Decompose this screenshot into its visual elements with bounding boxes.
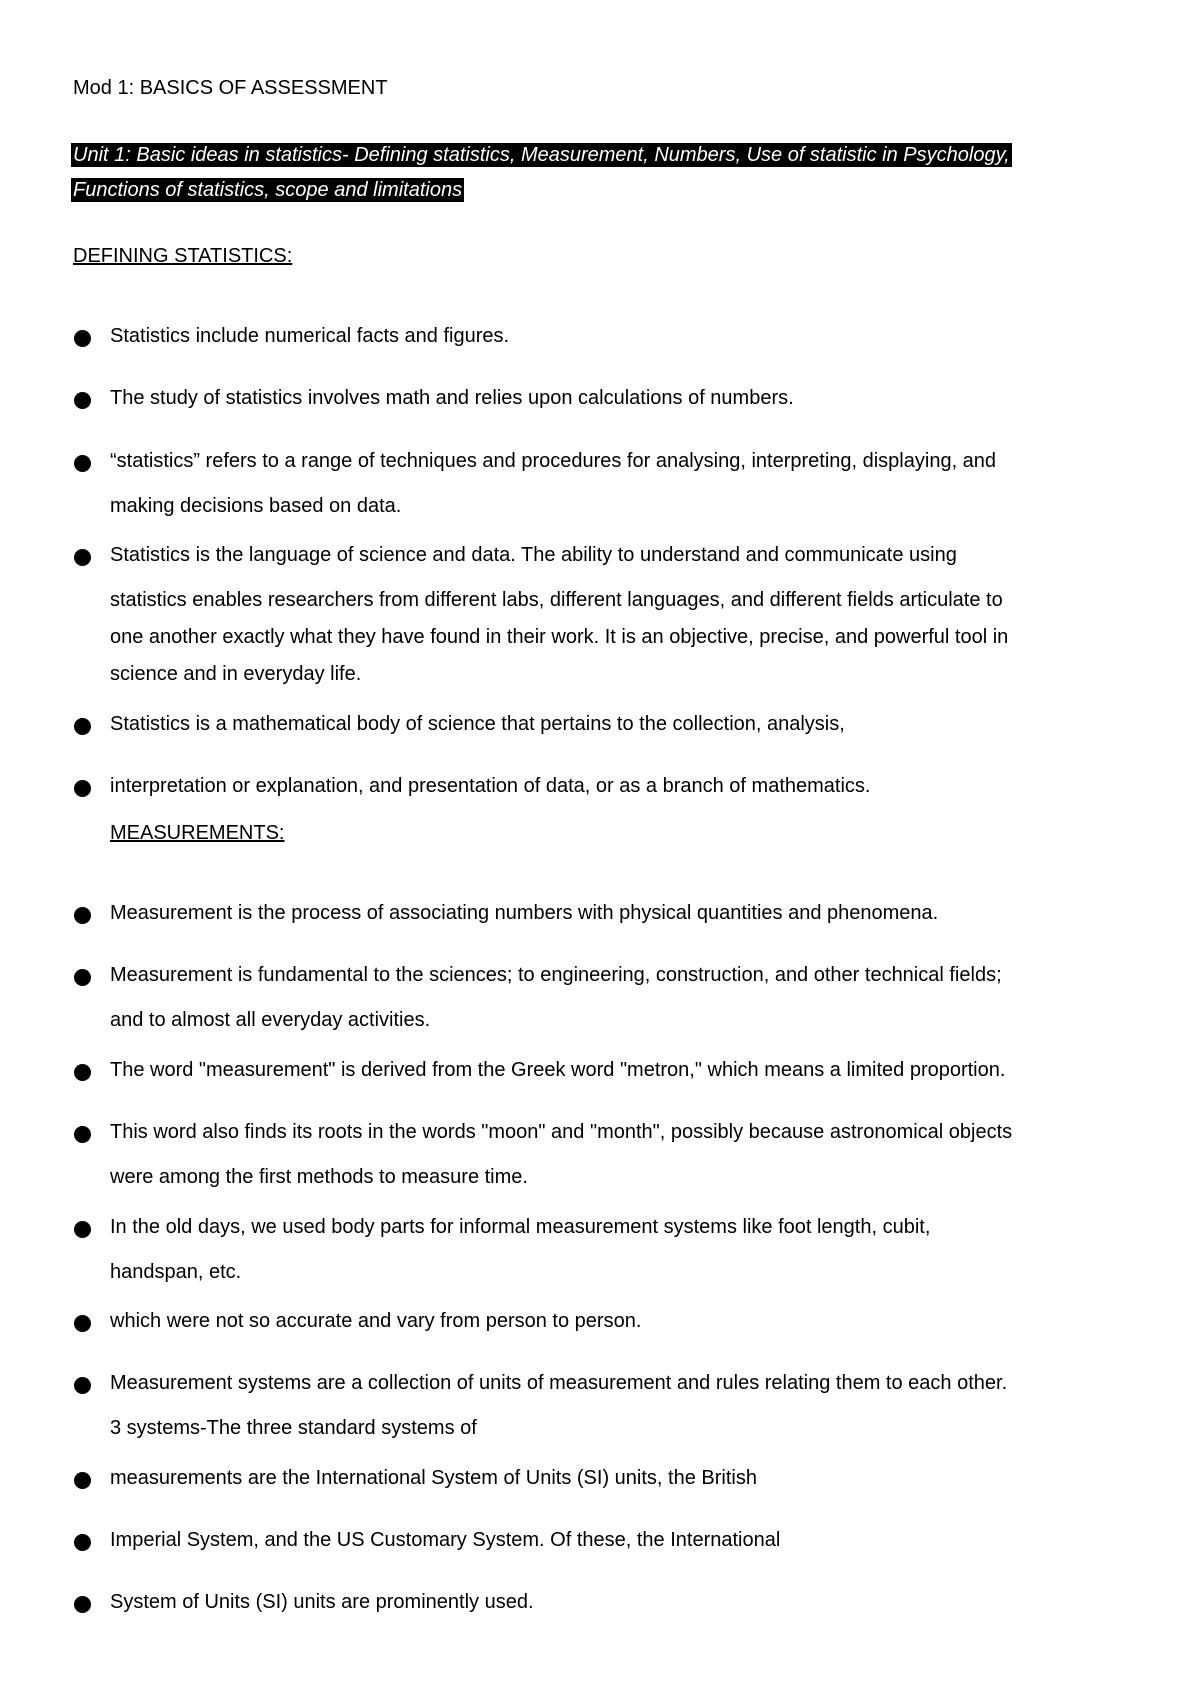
unit-highlight-line-1: Unit 1: Basic ideas in statistics- Defining statistics, Measurement, Numbers, Use of statistic in Psychology, (73, 144, 1010, 166)
list-item: measurements are the International System of Units (SI) units, the British (110, 1467, 757, 1489)
bullet-icon (74, 1472, 91, 1489)
list-item: Statistics include numerical facts and figures. (110, 325, 510, 347)
list-item-continuation: making decisions based on data. (110, 495, 402, 517)
list-item-continuation: science and in everyday life. (110, 663, 362, 685)
bullet-icon (74, 780, 91, 797)
bullet-icon (74, 330, 91, 347)
list-item: which were not so accurate and vary from person to person. (110, 1310, 642, 1332)
list-item: This word also finds its roots in the words "moon" and "month", possibly because astronomical objects (110, 1121, 1013, 1143)
bullet-icon (74, 969, 91, 986)
list-item: interpretation or explanation, and presentation of data, or as a branch of mathematics. (110, 775, 871, 797)
list-item: In the old days, we used body parts for informal measurement systems like foot length, cubit, (110, 1216, 931, 1238)
list-item-continuation: one another exactly what they have found in their work. It is an objective, precise, and powerful tool in (110, 626, 1009, 648)
list-item-continuation: statistics enables researchers from different labs, different languages, and different fields articulate to (110, 589, 1003, 611)
list-item: System of Units (SI) units are prominently used. (110, 1591, 534, 1613)
bullet-icon (74, 1377, 91, 1394)
list-item-continuation: and to almost all everyday activities. (110, 1009, 431, 1031)
bullet-icon (74, 1315, 91, 1332)
section-heading-measurements: MEASUREMENTS: (110, 822, 285, 844)
list-item: Statistics is a mathematical body of science that pertains to the collection, analysis, (110, 713, 845, 735)
bullet-icon (74, 455, 91, 472)
bullet-icon (74, 718, 91, 735)
list-item: “statistics” refers to a range of techniques and procedures for analysing, interpreting, displaying, and (110, 450, 997, 472)
list-item-continuation: were among the first methods to measure time. (110, 1166, 528, 1188)
list-item-continuation: 3 systems-The three standard systems of (110, 1417, 477, 1439)
bullet-icon (74, 392, 91, 409)
bullet-icon (74, 549, 91, 566)
unit-highlight-line-2: Functions of statistics, scope and limitations (73, 179, 463, 201)
bullet-icon (74, 1064, 91, 1081)
bullet-icon (74, 1596, 91, 1613)
bullet-icon (74, 907, 91, 924)
list-item-continuation: handspan, etc. (110, 1261, 242, 1283)
list-item: Measurement is fundamental to the sciences; to engineering, construction, and other technical fields; (110, 964, 1002, 986)
list-item: The study of statistics involves math and relies upon calculations of numbers. (110, 387, 794, 409)
list-item: Imperial System, and the US Customary System. Of these, the International (110, 1529, 781, 1551)
section-heading-defining-statistics: DEFINING STATISTICS: (73, 245, 293, 267)
list-item: Measurement systems are a collection of units of measurement and rules relating them to each other. (110, 1372, 1008, 1394)
list-item: Measurement is the process of associating numbers with physical quantities and phenomena. (110, 902, 939, 924)
list-item: Statistics is the language of science and data. The ability to understand and communicate using (110, 544, 957, 566)
bullet-icon (74, 1221, 91, 1238)
bullet-icon (74, 1126, 91, 1143)
bullet-icon (74, 1534, 91, 1551)
list-item: The word "measurement" is derived from the Greek word "metron," which means a limited proportion. (110, 1059, 1006, 1081)
document-title: Mod 1: BASICS OF ASSESSMENT (73, 77, 388, 99)
